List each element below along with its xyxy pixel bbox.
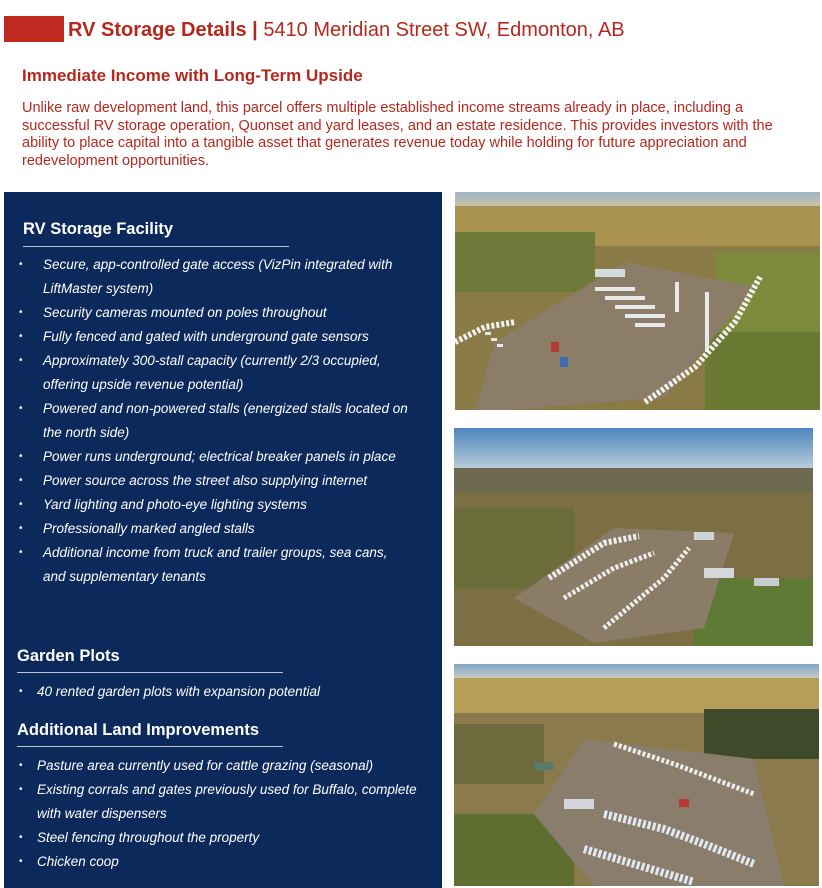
page-title (68, 17, 625, 43)
list-item: • Steel fencing throughout the property (37, 826, 432, 850)
land-improvements-rule (17, 746, 283, 747)
intro-heading: Immediate Income with Long-Term Upside (22, 66, 363, 85)
list-item: • Approximately 300-stall capacity (currently 2/3 occupied, offering upside revenue potential) (43, 349, 413, 397)
aerial-photo-3 (454, 664, 819, 886)
list-item: • Chicken coop (37, 850, 432, 874)
list-item: • Powered and non-powered stalls (energized stalls located on the north side) (43, 397, 413, 445)
land-improvements-heading: Additional Land Improvements (17, 721, 260, 739)
garden-plots-rule (17, 672, 283, 673)
list-item: • 40 rented garden plots with expansion potential (37, 680, 427, 704)
intro-paragraph: Unlike raw development land, this parcel offers multiple established income streams already in place, including a successful RV storage operation, Quonset and yard leases, and an estate residence. This provides investors with the ability to place capital into a tangible asset that generates revenue today while holding for future appreciation and redevelopment opportunities. (22, 100, 773, 169)
aerial-photo-1 (455, 192, 820, 410)
list-item: • Professionally marked angled stalls (43, 517, 413, 541)
garden-plots-list (37, 680, 427, 704)
list-item: • Existing corrals and gates previously used for Buffalo, complete with water dispensers (37, 778, 432, 826)
list-item: • Security cameras mounted on poles throughout (43, 301, 413, 325)
property-address: 5410 Meridian Street SW, Edmonton, AB (263, 19, 625, 41)
list-item: • Power runs underground; electrical breaker panels in place (43, 445, 413, 469)
list-item: • Pasture area currently used for cattle grazing (seasonal) (37, 754, 432, 778)
land-improvements-list (37, 754, 432, 874)
rv-storage-list (43, 253, 413, 589)
aerial-photo-2 (454, 428, 813, 646)
list-item: • Power source across the street also supplying internet (43, 469, 413, 493)
page-title-bold: RV Storage Details | (68, 19, 258, 41)
header-accent-bar (4, 16, 64, 42)
list-item: • Secure, app-controlled gate access (VizPin integrated with LiftMaster system) (43, 253, 413, 301)
list-item: • Additional income from truck and trailer groups, sea cans, and supplementary tenants (43, 541, 413, 589)
rv-storage-heading: RV Storage Facility (23, 220, 174, 238)
rv-storage-rule (23, 246, 289, 247)
garden-plots-heading: Garden Plots (17, 647, 120, 665)
list-item: • Yard lighting and photo-eye lighting systems (43, 493, 413, 517)
list-item: • Fully fenced and gated with underground gate sensors (43, 325, 413, 349)
